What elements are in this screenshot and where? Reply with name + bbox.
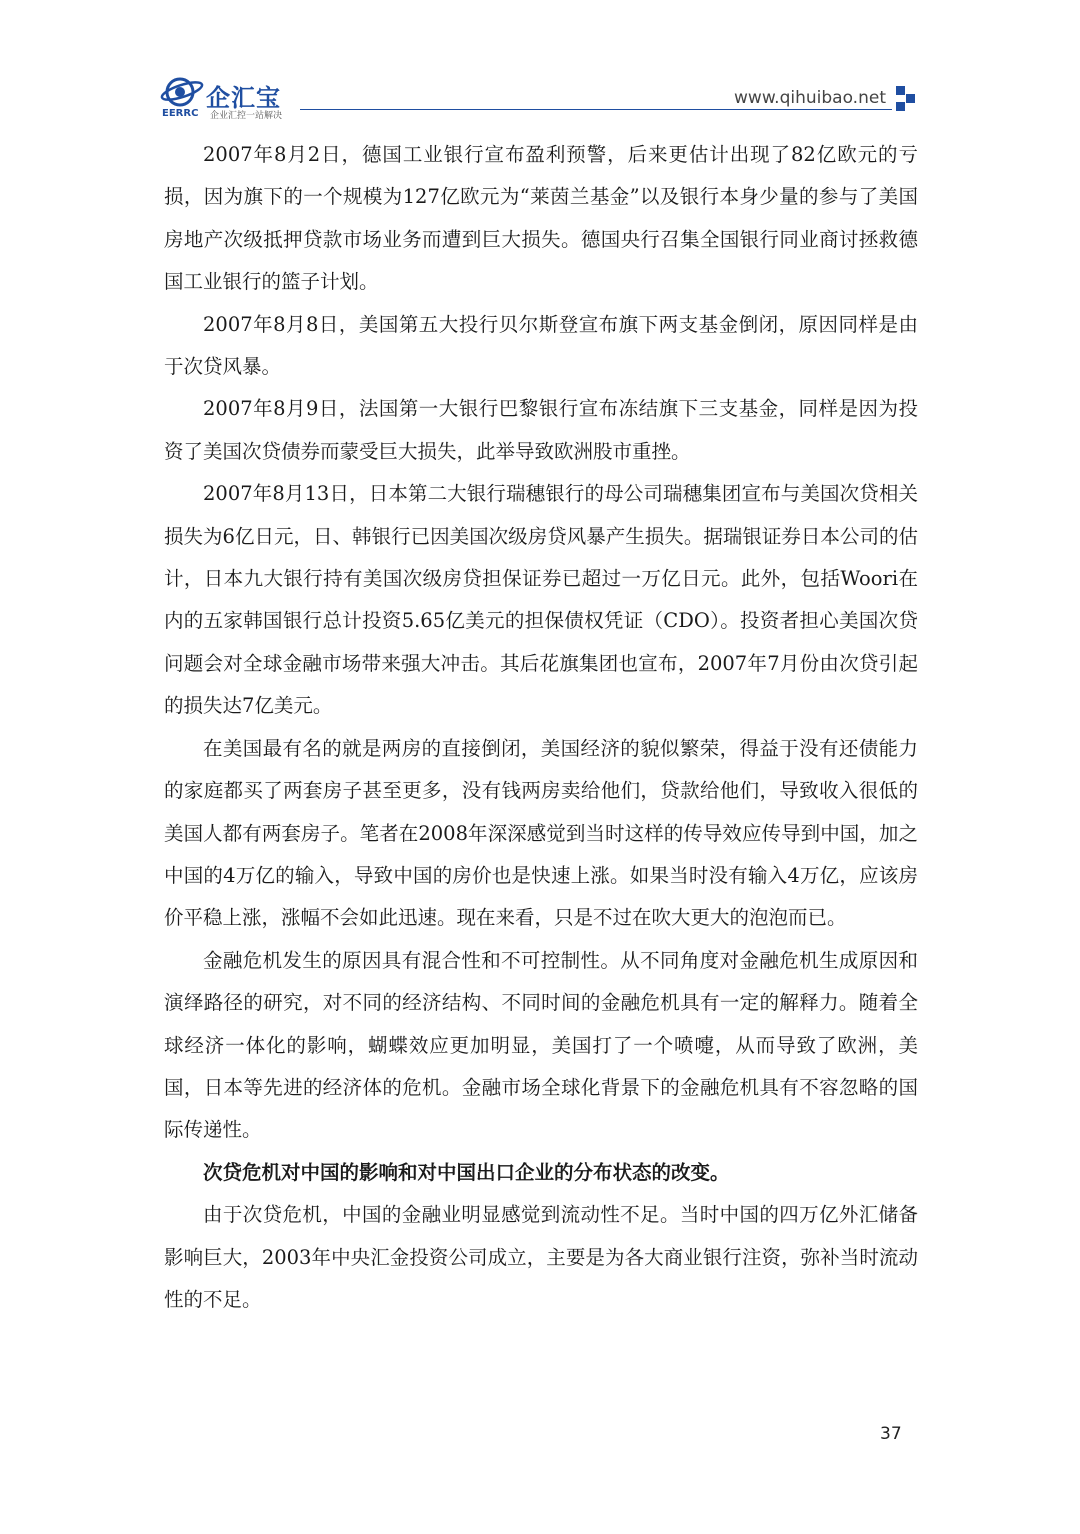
logo-english-text: EERRC	[162, 108, 199, 119]
page-number: 37	[880, 1424, 902, 1444]
paragraph: 2007年8月8日，美国第五大投行贝尔斯登宣布旗下两支基金倒闭，原因同样是由于次贷风暴。	[164, 312, 918, 379]
squares-decoration-icon	[896, 86, 918, 112]
paragraph: 金融危机发生的原因具有混合性和不可控制性。从不同角度对金融危机生成原因和演绎路径的研究，对不同的经济结构、不同时间的金融危机具有一定的解释力。随着全球经济一体化的影响，蝴蝶效应更加明显，美国打了一个喷嚏，从而导致了欧洲，美国，日本等先进的经济体的危机。金融市场全球化背景下的金融危机具有不容忽略的国际传递性。	[164, 948, 918, 1142]
paragraph: 由于次贷危机，中国的金融业明显感觉到流动性不足。当时中国的四万亿外汇储备影响巨大，2003年中央汇金投资公司成立，主要是为各大商业银行注资，弥补当时流动性的不足。	[164, 1203, 918, 1311]
globe-logo-icon	[160, 76, 206, 108]
section-heading: 次贷危机对中国的影响和对中国出口企业的分布状态的改变。	[203, 1160, 730, 1184]
document-body	[164, 134, 918, 1321]
logo-tagline: 企业汇控一站解决	[210, 111, 283, 121]
paragraph: 2007年8月13日，日本第二大银行瑞穗银行的母公司瑞穗集团宣布与美国次贷相关损失为6亿日元，日、韩银行已因美国次级房贷风暴产生损失。据瑞银证券日本公司的估计，日本九大银行持有美国次级房贷担保证券已超过一万亿日元。此外，包括Woori在内的五家韩国银行总计投资5.65亿美元的担保债权凭证（CDO）。投资者担心美国次贷问题会对全球金融市场带来强大冲击。其后花旗集团也宣布，2007年7月份由次贷引起的损失达7亿美元。	[164, 482, 918, 718]
website-url[interactable]: www.qihuibao.net	[734, 88, 886, 108]
paragraph: 2007年8月2日，德国工业银行宣布盈利预警，后来更估计出现了82亿欧元的亏损，因为旗下的一个规模为127亿欧元为“莱茵兰基金”以及银行本身少量的参与了美国房地产次级抵押贷款市场业务而遭到巨大损失。德国央行召集全国银行同业商讨拯救德国工业银行的篮子计划。	[164, 143, 918, 294]
company-logo[interactable]	[160, 76, 300, 122]
page-header	[0, 0, 1080, 130]
header-rule	[300, 109, 892, 110]
paragraph: 在美国最有名的就是两房的直接倒闭，美国经济的貌似繁荣，得益于没有还债能力的家庭都买了两套房子甚至更多，没有钱两房卖给他们，贷款给他们，导致收入很低的美国人都有两套房子。笔者在2008年深深感觉到当时这样的传导效应传导到中国，加之中国的4万亿的输入，导致中国的房价也是快速上涨。如果当时没有输入4万亿，应该房价平稳上涨，涨幅不会如此迅速。现在来看，只是不过在吹大更大的泡泡而已。	[164, 736, 918, 930]
logo-brand-text: 企汇宝	[206, 84, 281, 112]
paragraph: 2007年8月9日，法国第一大银行巴黎银行宣布冻结旗下三支基金，同样是因为投资了美国次贷债券而蒙受巨大损失，此举导致欧洲股市重挫。	[164, 397, 918, 463]
